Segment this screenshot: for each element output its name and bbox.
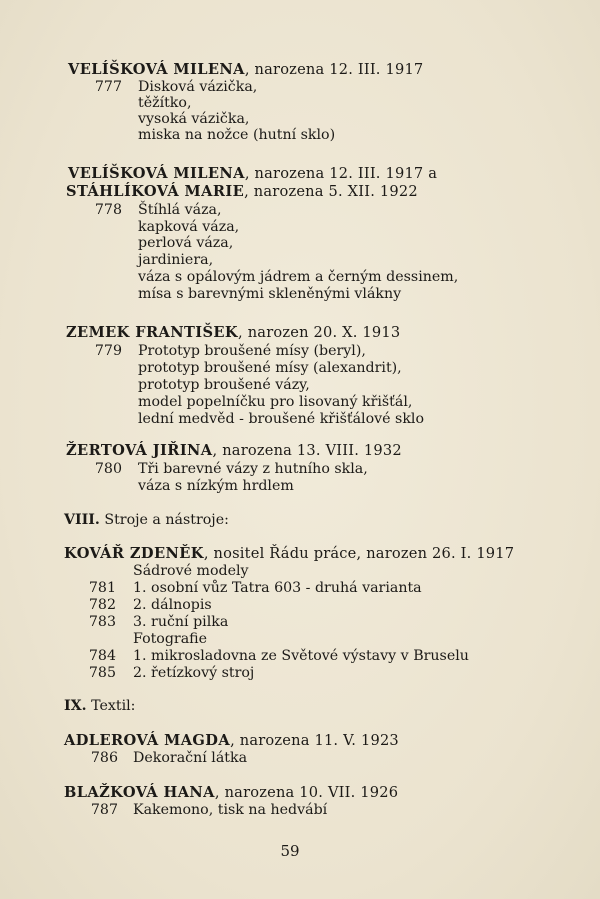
item-line: 3. ruční pilka <box>133 614 229 630</box>
artist-name: KOVÁŘ ZDENĚK <box>64 545 204 562</box>
artist-name: BLAŽKOVÁ HANA <box>64 784 215 801</box>
catalog-number: 779 <box>94 343 122 359</box>
entry-heading <box>64 785 398 801</box>
section-title: Stroje a nástroje: <box>104 512 229 528</box>
page-number: 59 <box>280 842 300 860</box>
section-numeral: IX. <box>64 698 87 714</box>
item-line: Disková vázička, <box>138 79 258 95</box>
birth-info: , narozena 5. XII. 1922 <box>244 183 418 200</box>
birth-info: , nositel Řádu práce, narozen 26. I. 1917 <box>203 545 515 562</box>
item-line: váza s opálovým jádrem a černým dessinem, <box>138 269 459 285</box>
section-heading-ix <box>64 698 135 714</box>
catalog-number: 777 <box>94 79 122 95</box>
artist-name: VELÍŠKOVÁ MILENA <box>68 165 245 182</box>
section-title: Textil: <box>91 698 136 714</box>
item-line: Kakemono, tisk na hedvábí <box>133 802 328 818</box>
group-label: Fotografie <box>133 631 208 647</box>
birth-info: , narozena 11. V. 1923 <box>230 732 399 749</box>
section-numeral: VIII. <box>64 512 100 528</box>
entry-heading <box>68 166 437 182</box>
entry-heading <box>66 443 402 459</box>
item-line: prototyp broušené vázy, <box>138 377 310 393</box>
catalog-number: 782 <box>88 597 116 613</box>
entry-heading <box>64 733 399 749</box>
group-label: Sádrové modely <box>133 563 249 579</box>
item-line: 2. řetízkový stroj <box>133 665 255 681</box>
item-line: Tři barevné vázy z hutního skla, <box>138 461 368 477</box>
item-line: Dekorační látka <box>133 750 248 766</box>
catalog-number: 778 <box>94 202 122 218</box>
item-line: prototyp broušené mísy (alexandrit), <box>138 360 402 376</box>
item-line: perlová váza, <box>138 235 234 251</box>
birth-info: , narozena 10. VII. 1926 <box>214 784 399 801</box>
item-line: Štíhlá váza, <box>138 202 222 218</box>
catalog-number: 787 <box>90 802 118 818</box>
item-line: jardiniera, <box>138 252 214 268</box>
artist-name: STÁHLÍKOVÁ MARIE <box>66 183 245 200</box>
item-line: mísa s barevnými skleněnými vlákny <box>138 286 402 302</box>
birth-info: , narozena 12. III. 1917 <box>244 61 424 78</box>
item-line: Prototyp broušené mísy (beryl), <box>138 343 366 359</box>
birth-info: , narozena 12. III. 1917 a <box>244 165 438 182</box>
item-line: 1. osobní vůz Tatra 603 - druhá varianta <box>133 580 422 596</box>
section-heading-viii <box>64 512 229 528</box>
artist-name: ADLEROVÁ MAGDA <box>64 732 231 749</box>
catalog-number: 780 <box>94 461 122 477</box>
artist-name: ZEMEK FRANTIŠEK <box>66 324 239 341</box>
item-line: vysoká vázička, <box>138 111 250 127</box>
artist-name: VELÍŠKOVÁ MILENA <box>68 61 245 78</box>
item-line: lední medvěd - broušené křišťálové sklo <box>138 411 425 427</box>
item-line: miska na nožce (hutní sklo) <box>138 127 336 143</box>
item-line: váza s nízkým hrdlem <box>138 478 294 494</box>
item-line: těžítko, <box>138 95 192 111</box>
birth-info: , narozena 13. VIII. 1932 <box>212 442 402 459</box>
item-line: 1. mikrosladovna ze Světové výstavy v Bruselu <box>133 648 469 664</box>
entry-heading-second <box>66 184 418 200</box>
entry-heading <box>66 325 400 341</box>
catalog-number: 786 <box>90 750 118 766</box>
entry-heading <box>64 546 514 562</box>
item-line: kapková váza, <box>138 219 240 235</box>
catalog-number: 781 <box>88 580 116 596</box>
artist-name: ŽERTOVÁ JIŘINA <box>66 442 213 459</box>
catalog-number: 783 <box>88 614 116 630</box>
birth-info: , narozen 20. X. 1913 <box>238 324 401 341</box>
item-line: model popelníčku pro lisovaný křišťál, <box>138 394 413 410</box>
catalog-number: 785 <box>88 665 116 681</box>
item-line: 2. dálnopis <box>133 597 212 613</box>
entry-heading <box>68 62 423 78</box>
catalog-number: 784 <box>88 648 116 664</box>
